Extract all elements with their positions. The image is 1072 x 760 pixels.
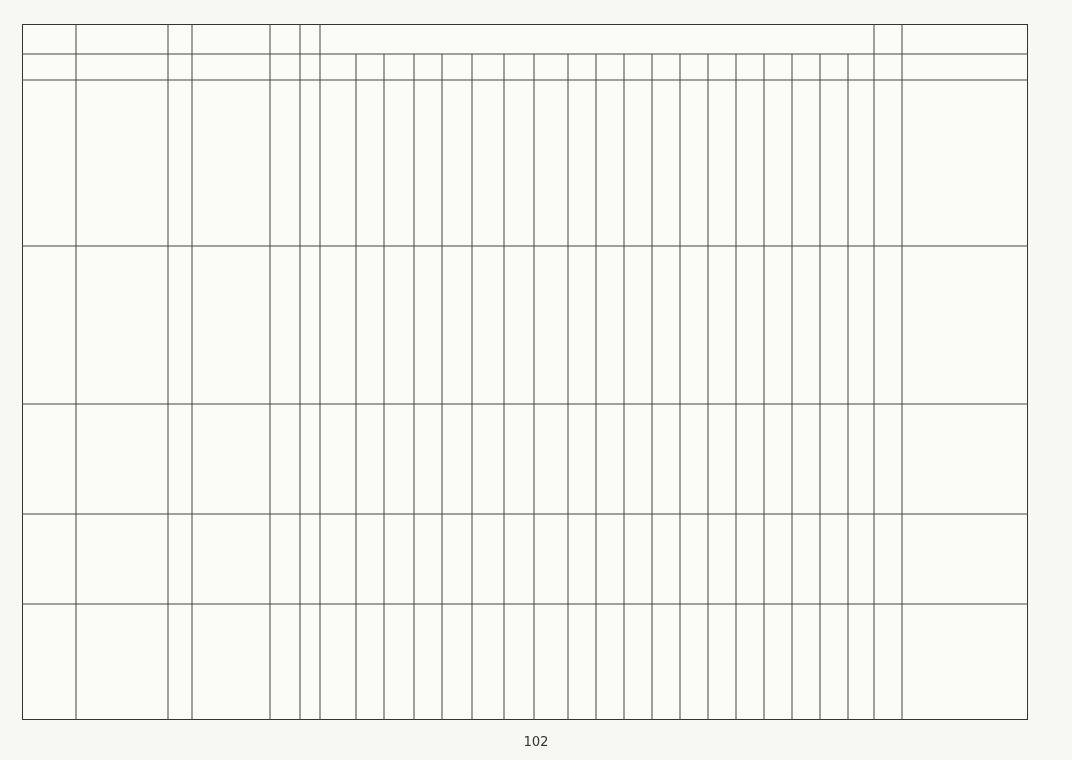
- table-grid: [22, 24, 1028, 720]
- page-number: 102: [523, 735, 549, 750]
